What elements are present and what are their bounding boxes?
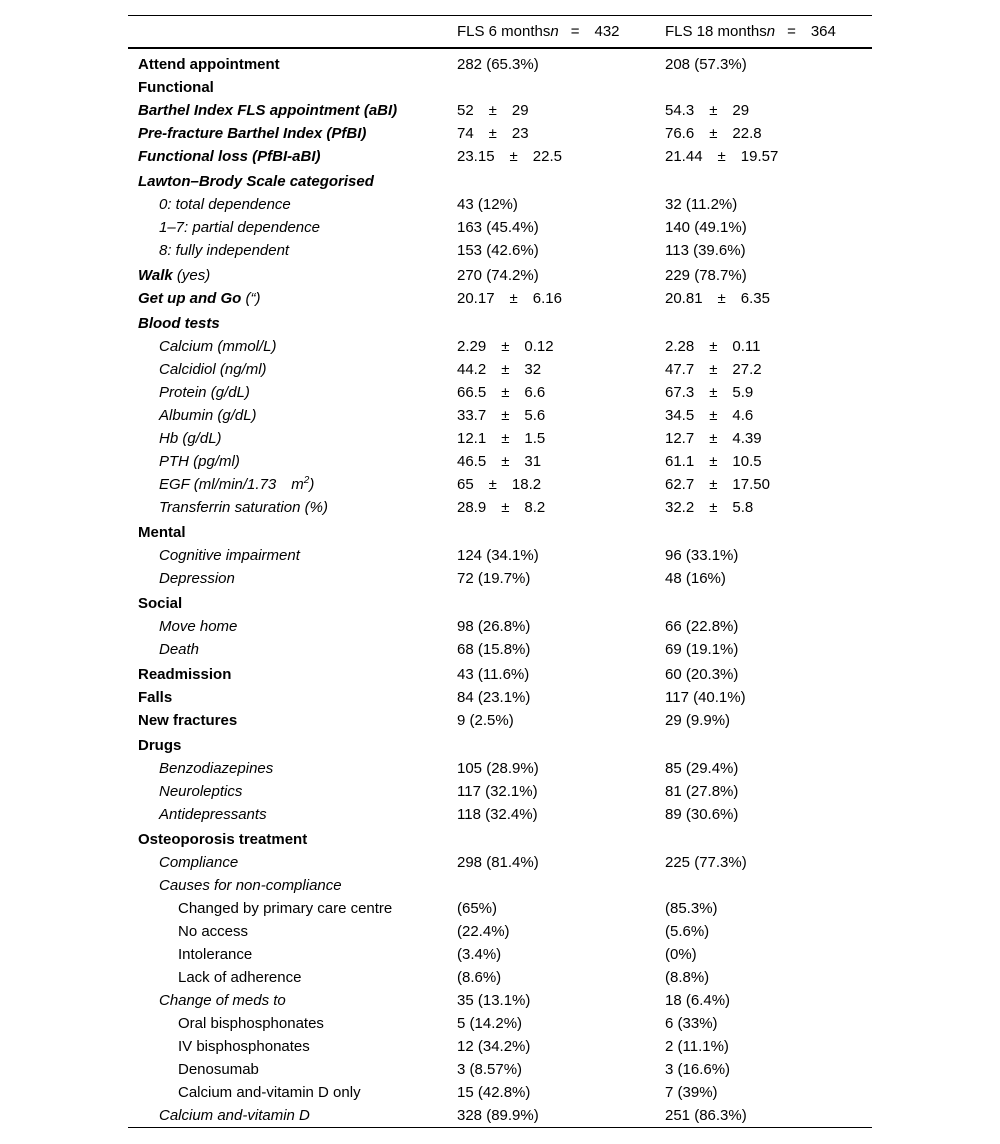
row-label: 0: total dependence (159, 195, 291, 213)
value-6-months: (8.6%) (457, 968, 502, 986)
row-label: Benzodiazepines (159, 759, 274, 777)
row-label-cell (128, 897, 447, 920)
table-row (128, 1104, 872, 1128)
value-6-months: 12.1 ± 1.5 (457, 429, 546, 447)
value-6-months: (22.4%) (457, 922, 510, 940)
value-6-months: 15 (42.8%) (457, 1083, 531, 1101)
value-18-months: 62.7 ± 17.50 (665, 475, 770, 493)
value-6-months: 74 ± 23 (457, 124, 529, 142)
row-label: Cognitive impairment (159, 546, 300, 564)
row-label: Blood tests (138, 314, 220, 332)
value-18-months: (0%) (665, 945, 697, 963)
table-row (128, 709, 872, 732)
row-label-cell (128, 99, 447, 122)
value-6-months: 33.7 ± 5.6 (457, 406, 546, 424)
table-row (128, 239, 872, 262)
value-18-months: 67.3 ± 5.9 (665, 383, 754, 401)
value-6-months: 328 (89.9%) (457, 1106, 539, 1124)
row-label: Drugs (138, 736, 182, 754)
row-label: Albumin (g/dL) (159, 406, 257, 424)
value-6-months: 118 (32.4%) (457, 805, 538, 823)
row-label: Barthel Index FLS appointment (aBI) (138, 101, 398, 119)
row-label: Neuroleptics (159, 782, 243, 800)
value-18-months: (8.8%) (665, 968, 710, 986)
row-label: Walk (138, 266, 173, 284)
value-6-months: 2.29 ± 0.12 (457, 337, 554, 355)
value-18-months: 12.7 ± 4.39 (665, 429, 762, 447)
value-18-months: 81 (27.8%) (665, 782, 739, 800)
value-6-months: 43 (12%) (457, 195, 518, 213)
row-label: New fractures (138, 711, 238, 729)
table-row (128, 381, 872, 404)
value-18-months: 32.2 ± 5.8 (665, 498, 754, 516)
row-label: Calcidiol (ng/ml) (159, 360, 267, 378)
value-18-months: 18 (6.4%) (665, 991, 731, 1009)
value-18-months (655, 826, 872, 851)
header-fls-6-months (447, 16, 655, 48)
row-label: Hb (g/dL) (159, 429, 222, 447)
table-row (128, 450, 872, 473)
table-row (128, 519, 872, 544)
value-18-months: 61.1 ± 10.5 (665, 452, 762, 470)
value-18-months: 47.7 ± 27.2 (665, 360, 762, 378)
row-label-cell (128, 874, 447, 897)
table-row (128, 615, 872, 638)
value-6-months: 163 (45.4%) (457, 218, 539, 236)
row-label-cell (128, 920, 447, 943)
table-row (128, 496, 872, 519)
value-18-months: 229 (78.7%) (665, 266, 747, 284)
value-18-months: 225 (77.3%) (665, 853, 747, 871)
value-18-months: 34.5 ± 4.6 (665, 406, 754, 424)
header-fls-18-months (655, 16, 872, 48)
value-6-months: 28.9 ± 8.2 (457, 498, 546, 516)
value-18-months: 96 (33.1%) (665, 546, 739, 564)
row-label: Get up and Go (138, 289, 242, 307)
table-row (128, 216, 872, 239)
row-label: Calcium and-vitamin D (159, 1106, 310, 1124)
value-6-months: 20.17 ± 6.16 (457, 289, 562, 307)
row-label-cell (128, 590, 447, 615)
header-18-eq: = (787, 22, 796, 40)
row-label-cell (128, 262, 447, 287)
table-row (128, 638, 872, 661)
value-18-months: 251 (86.3%) (665, 1106, 747, 1124)
row-label-cell (128, 145, 447, 168)
value-18-months: 20.81 ± 6.35 (665, 289, 770, 307)
row-label-cell (128, 76, 447, 99)
row-label: No access (178, 922, 249, 940)
row-label-cell (128, 122, 447, 145)
table-row (128, 803, 872, 826)
row-label-cell (128, 851, 447, 874)
value-6-months (447, 519, 655, 544)
value-6-months (447, 874, 655, 897)
table-body (128, 48, 872, 1128)
row-label: Change of meds to (159, 991, 286, 1009)
value-18-months: 89 (30.6%) (665, 805, 739, 823)
row-label-cell (128, 966, 447, 989)
table-row (128, 99, 872, 122)
value-18-months: 48 (16%) (665, 569, 726, 587)
table-row (128, 1035, 872, 1058)
row-label: Lack of adherence (178, 968, 302, 986)
value-18-months: 2 (11.1%) (665, 1037, 729, 1055)
row-label-cell (128, 335, 447, 358)
table-row (128, 122, 872, 145)
value-6-months (447, 76, 655, 99)
row-label-cell (128, 239, 447, 262)
value-6-months: 98 (26.8%) (457, 617, 531, 635)
row-label-cell (128, 1104, 447, 1128)
row-label: Protein (g/dL) (159, 383, 250, 401)
header-variable (128, 16, 447, 48)
value-18-months: 21.44 ± 19.57 (665, 147, 779, 165)
row-label-cell (128, 404, 447, 427)
row-label-cell (128, 803, 447, 826)
value-6-months: 298 (81.4%) (457, 853, 539, 871)
value-18-months: 76.6 ± 22.8 (665, 124, 762, 142)
table-row (128, 1081, 872, 1104)
row-label: Depression (159, 569, 235, 587)
row-label-cell (128, 732, 447, 757)
value-6-months (447, 826, 655, 851)
table-row (128, 193, 872, 216)
row-label-cell (128, 381, 447, 404)
value-6-months: 105 (28.9%) (457, 759, 539, 777)
table-row (128, 168, 872, 193)
value-18-months: (5.6%) (665, 922, 710, 940)
value-18-months: 66 (22.8%) (665, 617, 739, 635)
row-label: PTH (pg/ml) (159, 452, 240, 470)
row-label-cell (128, 48, 447, 76)
header-row (128, 16, 872, 48)
value-6-months: 23.15 ± 22.5 (457, 147, 562, 165)
row-label-suffix: (“) (241, 289, 261, 307)
row-label-cell (128, 709, 447, 732)
value-18-months: 2.28 ± 0.11 (665, 337, 761, 355)
row-label-cell (128, 757, 447, 780)
table-row (128, 966, 872, 989)
row-label-cell (128, 473, 447, 496)
row-label: Calcium (mmol/L) (159, 337, 277, 355)
value-6-months: 72 (19.7%) (457, 569, 531, 587)
row-label: Transferrin saturation (%) (159, 498, 328, 516)
table-row (128, 335, 872, 358)
value-6-months: 5 (14.2%) (457, 1014, 523, 1032)
value-18-months: 117 (40.1%) (665, 688, 746, 706)
table-row (128, 427, 872, 450)
row-label-cell (128, 496, 447, 519)
table-row (128, 48, 872, 76)
row-label: Lawton–Brody Scale categorised (138, 172, 374, 190)
row-label-cell (128, 168, 447, 193)
row-label: Changed by primary care centre (178, 899, 393, 917)
row-label: Antidepressants (159, 805, 267, 823)
header-18-n: n (766, 22, 776, 40)
row-label-cell (128, 638, 447, 661)
row-label-cell (128, 287, 447, 310)
header-18-label: FLS 18 months (665, 22, 767, 40)
table-row (128, 1012, 872, 1035)
row-label-cell (128, 519, 447, 544)
row-label: Oral bisphosphonates (178, 1014, 324, 1032)
row-label: Mental (138, 523, 186, 541)
row-label: Calcium and-vitamin D only (178, 1083, 361, 1101)
row-label-cell (128, 943, 447, 966)
table-row (128, 989, 872, 1012)
value-18-months (655, 519, 872, 544)
value-6-months: 43 (11.6%) (457, 665, 530, 683)
row-label-cell (128, 826, 447, 851)
row-label: Functional (138, 78, 214, 96)
table-row (128, 920, 872, 943)
row-label: Intolerance (178, 945, 253, 963)
row-label-cell (128, 567, 447, 590)
row-label: Readmission (138, 665, 232, 683)
table-row (128, 590, 872, 615)
row-label-superscript: 2 (303, 474, 310, 486)
row-label: Causes for non-compliance (159, 876, 342, 894)
row-label-cell (128, 780, 447, 803)
value-6-months: 65 ± 18.2 (457, 475, 542, 493)
table-row (128, 851, 872, 874)
row-label-cell (128, 544, 447, 567)
value-6-months: 52 ± 29 (457, 101, 529, 119)
header-18-value: 364 (810, 22, 836, 40)
value-6-months: 9 (2.5%) (457, 711, 514, 729)
value-18-months: 85 (29.4%) (665, 759, 739, 777)
row-label-cell (128, 1035, 447, 1058)
row-label-cell (128, 216, 447, 239)
value-6-months: 46.5 ± 31 (457, 452, 542, 470)
row-label-end: ) (309, 475, 315, 493)
table-row (128, 874, 872, 897)
table-row (128, 404, 872, 427)
row-label-cell (128, 1058, 447, 1081)
value-6-months: 3 (8.57%) (457, 1060, 523, 1078)
value-6-months: (65%) (457, 899, 498, 917)
row-label-cell (128, 450, 447, 473)
table-row (128, 262, 872, 287)
table-row (128, 1058, 872, 1081)
table-row (128, 567, 872, 590)
value-18-months (655, 168, 872, 193)
value-6-months: 68 (15.8%) (457, 640, 531, 658)
value-18-months: (85.3%) (665, 899, 718, 917)
value-6-months: 44.2 ± 32 (457, 360, 542, 378)
value-18-months (655, 732, 872, 757)
row-label: Osteoporosis treatment (138, 830, 308, 848)
row-label: Pre-fracture Barthel Index (PfBI) (138, 124, 367, 142)
value-18-months: 54.3 ± 29 (665, 101, 750, 119)
table-row (128, 310, 872, 335)
table-row (128, 686, 872, 709)
row-label-cell (128, 989, 447, 1012)
value-6-months: 117 (32.1%) (457, 782, 538, 800)
value-18-months: 69 (19.1%) (665, 640, 739, 658)
row-label: EGF (ml/min/1.73 m (159, 475, 304, 493)
row-label: 1–7: partial dependence (159, 218, 320, 236)
header-6-label: FLS 6 months (457, 22, 551, 40)
value-18-months (655, 874, 872, 897)
results-table (128, 15, 872, 1128)
value-18-months: 208 (57.3%) (665, 55, 747, 73)
row-label-cell (128, 310, 447, 335)
value-18-months (655, 590, 872, 615)
value-6-months: 270 (74.2%) (457, 266, 539, 284)
table-header (128, 16, 872, 48)
value-6-months: 124 (34.1%) (457, 546, 539, 564)
row-label: Falls (138, 688, 173, 706)
row-label-cell (128, 615, 447, 638)
table-row (128, 76, 872, 99)
row-label: Move home (159, 617, 238, 635)
row-label-cell (128, 686, 447, 709)
row-label: Denosumab (178, 1060, 259, 1078)
row-label: Functional loss (PfBI-aBI) (138, 147, 321, 165)
table-row (128, 897, 872, 920)
value-18-months: 32 (11.2%) (665, 195, 738, 213)
value-18-months (655, 76, 872, 99)
table-row (128, 287, 872, 310)
value-6-months: 66.5 ± 6.6 (457, 383, 546, 401)
value-18-months (655, 310, 872, 335)
value-6-months: 153 (42.6%) (457, 241, 539, 259)
value-6-months (447, 590, 655, 615)
header-6-n: n (550, 22, 559, 40)
results-table-container (128, 15, 872, 1128)
row-label: IV bisphosphonates (178, 1037, 310, 1055)
value-18-months: 60 (20.3%) (665, 665, 739, 683)
row-label: Death (159, 640, 200, 658)
row-label: 8: fully independent (159, 241, 290, 259)
header-6-value: 432 (594, 22, 620, 40)
table-row (128, 358, 872, 381)
row-label-cell (128, 1081, 447, 1104)
table-row (128, 826, 872, 851)
value-18-months: 113 (39.6%) (665, 241, 746, 259)
value-6-months: 35 (13.1%) (457, 991, 531, 1009)
table-row (128, 780, 872, 803)
row-label-cell (128, 358, 447, 381)
value-6-months (447, 732, 655, 757)
row-label-suffix: (yes) (172, 266, 211, 284)
value-18-months: 3 (16.6%) (665, 1060, 731, 1078)
table-row (128, 544, 872, 567)
value-6-months: 282 (65.3%) (457, 55, 539, 73)
row-label-cell (128, 661, 447, 686)
row-label-cell (128, 1012, 447, 1035)
table-row (128, 732, 872, 757)
table-row (128, 943, 872, 966)
value-6-months: (3.4%) (457, 945, 502, 963)
table-row (128, 661, 872, 686)
table-row (128, 757, 872, 780)
row-label: Attend appointment (138, 55, 280, 73)
row-label: Compliance (159, 853, 239, 871)
table-row (128, 473, 872, 496)
value-6-months (447, 168, 655, 193)
value-6-months: 12 (34.2%) (457, 1037, 531, 1055)
value-18-months: 29 (9.9%) (665, 711, 731, 729)
header-6-eq: = (570, 22, 580, 40)
table-row (128, 145, 872, 168)
value-6-months (447, 310, 655, 335)
row-label-cell (128, 193, 447, 216)
value-18-months: 7 (39%) (665, 1083, 718, 1101)
row-label: Social (138, 594, 183, 612)
value-18-months: 6 (33%) (665, 1014, 718, 1032)
value-6-months: 84 (23.1%) (457, 688, 531, 706)
value-18-months: 140 (49.1%) (665, 218, 747, 236)
row-label-cell (128, 427, 447, 450)
